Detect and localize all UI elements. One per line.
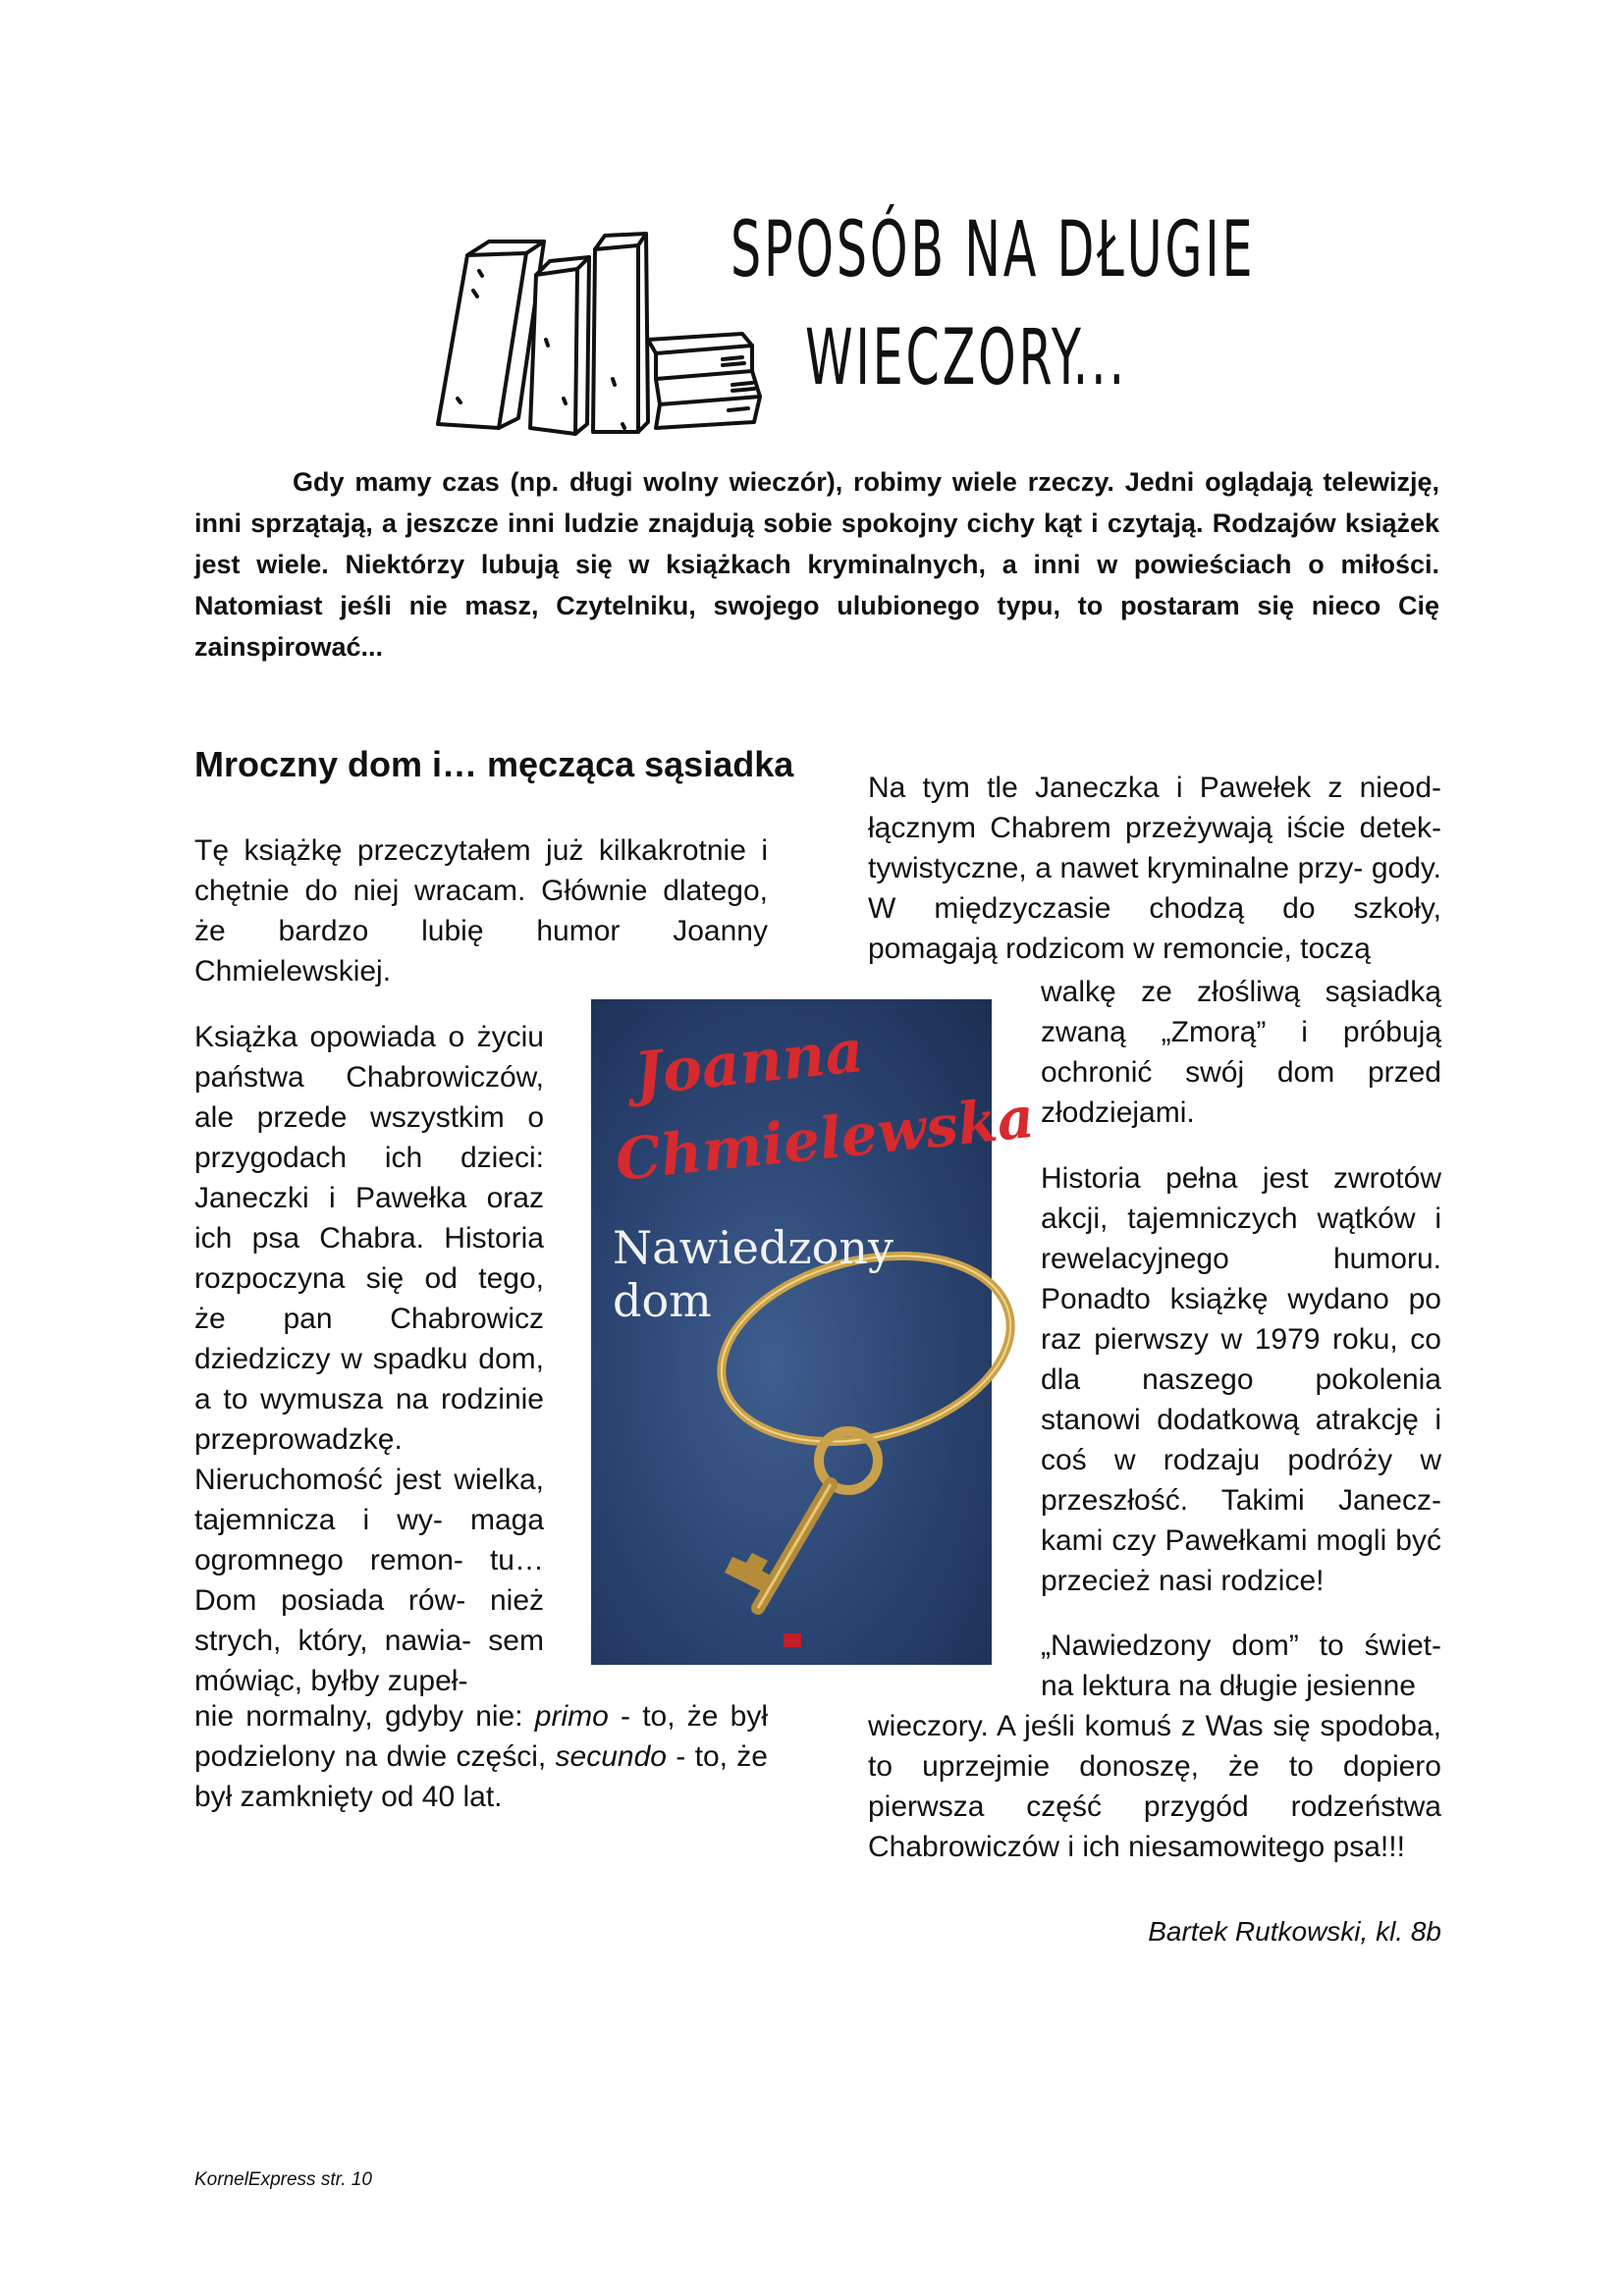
intro-paragraph xyxy=(194,461,1439,667)
publisher-logo xyxy=(784,1633,801,1647)
article-paragraph-7: „Nawiedzony dom” to świet- na lektura na długie jesienne xyxy=(1041,1629,1441,1702)
intro-text: Gdy mamy czas (np. długi wolny wieczór), robimy wiele rzeczy. Jedni oglądają telewizję, inni sprzątają, a jeszcze inni ludzie znajdują sobie spokojny cichy kąt i czytają. Rodzajów książek jest wiele. Niektórzy lubują się w książkach kryminalnych, a inni w powieściach o miłości. Natomiast jeśli nie masz, Czytelniku, swojego ulubionego typu, to postaram się nieco Cię zainspirować... xyxy=(194,467,1439,662)
page-title-line2: WIECZORY... xyxy=(805,314,1127,402)
article-paragraph-2: Książka opowiada o życiu państwa Chabrowiczów, ale przede wszystkim o przygodach ich dzieci: Janeczki i Pawełka oraz ich psa Chabra. Historia rozpoczyna się od tego, że pan Chabrowicz dziedziczy w spadku dom, a to wymusza na rodzinie przeprowadzkę. Nieruchomość jest wielka, tajemnicza i wy- maga ogromnego remon- tu… Dom posiada rów- nież strych, który, nawia- sem mówiąc, byłby zupeł- xyxy=(194,1021,544,1697)
article-paragraph-3 xyxy=(194,1696,768,1817)
cover-title-line1: Nawiedzony xyxy=(613,1221,893,1274)
article-paragraph-4: Na tym tle Janeczka i Pawełek z nieod- łącznym Chabrem przeżywają iście detek- tywistyczne, a nawet kryminalne przy- gody. W międzyczasie chodzą do szkoły, pomagają rodzicom w remoncie, toczą xyxy=(868,772,1441,965)
p3-secundo: secundo xyxy=(555,1740,667,1773)
cover-author-first: Joanna xyxy=(630,1016,867,1110)
cover-title-line2: dom xyxy=(613,1274,712,1327)
article-paragraph-6: Historia pełna jest zwrotów akcji, tajemniczych wątków i rewelacyjnego humoru. Ponadto książkę wydano po raz pierwszy w 1979 roku, co dla naszego pokolenia stanowi dodatkową atrakcję i coś w rodzaju podróży w przeszłość. Takimi Janecz- kami czy Pawełkami mogli być przecież nasi rodzice! xyxy=(1041,1162,1441,1597)
article-paragraph-8: wieczory. A jeśli komuś z Was się spodoba, to uprzejmie donoszę, że to dopiero pierwsza część przygód rodzeństwa Chabrowiczów i ich niesamowitego psa!!! xyxy=(868,1710,1441,1863)
article-title: Mroczny dom i… męcząca sąsiadka xyxy=(194,744,794,784)
p3-text-b: - to, że był podzielony na dwie części, xyxy=(194,1700,768,1773)
book-cover-image xyxy=(591,999,1038,1665)
page-title-line1: SPOSÓB NA DŁUGIE xyxy=(731,206,1256,294)
author-signature: Bartek Rutkowski, kl. 8b xyxy=(1148,1916,1441,1947)
cover-author-last: Chmielewska xyxy=(612,1083,1038,1195)
page-footer: KornelExpress str. 10 xyxy=(194,2169,372,2190)
article-paragraph-1: Tę książkę przeczytałem już kilkakrotnie i chętnie do niej wracam. Głównie dlatego, że bardzo lubię humor Joanny Chmielewskiej. xyxy=(194,834,768,988)
article-paragraph-5: walkę ze złośliwą sąsiadką zwaną „Zmorą” i próbują ochronić swój dom przed złodziejami. xyxy=(1041,976,1441,1129)
books-stack-icon xyxy=(428,232,782,438)
p3-text-a: nie normalny, gdyby nie: xyxy=(194,1700,535,1733)
p3-primo: primo xyxy=(534,1700,609,1733)
p3-text-c: - to, że był zamknięty od 40 lat. xyxy=(194,1740,768,1813)
